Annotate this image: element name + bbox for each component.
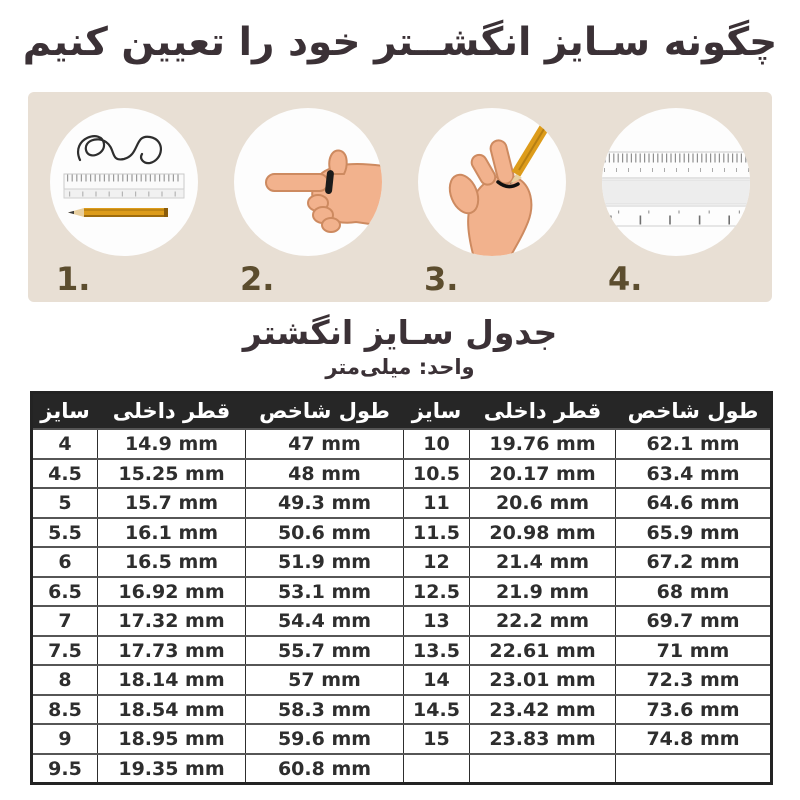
cell-size: 4.5 [32,459,98,489]
table-row [32,724,772,754]
table-row [32,606,772,636]
header-size-right: سایز [404,393,470,430]
cell-length: 54.4 mm [246,606,404,636]
step-1-circle [50,108,198,256]
cell-diameter: 21.4 mm [470,547,616,577]
cell-diameter: 20.17 mm [470,459,616,489]
cell-diameter: 18.14 mm [98,665,246,695]
cell-length: 71 mm [616,636,772,666]
steps-banner [28,92,772,302]
cell-diameter: 14.9 mm [98,429,246,459]
header-inner-diameter-left: قطر داخلی [98,393,246,430]
table-row [32,459,772,489]
step-4 [584,92,768,302]
cell-size: 14.5 [404,695,470,725]
cell-length: 49.3 mm [246,488,404,518]
table-row [32,488,772,518]
table-row [32,695,772,725]
cell-length: 55.7 mm [246,636,404,666]
cell-size: 12 [404,547,470,577]
cell-size: 4 [32,429,98,459]
cell-diameter: 19.35 mm [98,754,246,784]
ring-size-table [30,391,773,785]
step-2-number: 2. [240,260,275,298]
table-row [32,429,772,459]
cell-size: 13.5 [404,636,470,666]
cell-diameter: 19.76 mm [470,429,616,459]
cell-size: 7 [32,606,98,636]
cell-length: 58.3 mm [246,695,404,725]
cell-length: 51.9 mm [246,547,404,577]
cell-diameter: 20.6 mm [470,488,616,518]
ruler-closeup-icon [602,108,750,256]
step-4-circle [602,108,750,256]
table-row [32,518,772,548]
cell-diameter: 17.73 mm [98,636,246,666]
table-row [32,547,772,577]
cell-size: 9 [32,724,98,754]
step-3-number: 3. [424,260,459,298]
cell-diameter: 23.83 mm [470,724,616,754]
cell-length: 59.6 mm [246,724,404,754]
cell-size: 8.5 [32,695,98,725]
step-1-number: 1. [56,260,91,298]
step-1 [32,92,216,302]
cell-length: 57 mm [246,665,404,695]
cell-diameter: 22.61 mm [470,636,616,666]
table-row [32,754,772,784]
table-row [32,665,772,695]
cell-diameter: 17.32 mm [98,606,246,636]
cell-diameter: 20.98 mm [470,518,616,548]
cell-length: 62.1 mm [616,429,772,459]
cell-length: 67.2 mm [616,547,772,577]
string-ruler-pencil-icon [50,108,198,256]
cell-diameter: 22.2 mm [470,606,616,636]
cell-length: 74.8 mm [616,724,772,754]
cell-size: 7.5 [32,636,98,666]
table-header-row [32,393,772,430]
cell-size: 6.5 [32,577,98,607]
cell-length: 64.6 mm [616,488,772,518]
cell-length: 60.8 mm [246,754,404,784]
cell-length: 72.3 mm [616,665,772,695]
step-3 [400,92,584,302]
cell-size: 10.5 [404,459,470,489]
cell-diameter: 18.54 mm [98,695,246,725]
cell-diameter: 16.1 mm [98,518,246,548]
cell-length: 53.1 mm [246,577,404,607]
cell-size: 10 [404,429,470,459]
header-index-length-right: طول شاخص [616,393,772,430]
cell-diameter: 21.9 mm [470,577,616,607]
cell-size: 11 [404,488,470,518]
cell-length: 68 mm [616,577,772,607]
step-3-circle [418,108,566,256]
cell-length: 63.4 mm [616,459,772,489]
cell-size: 13 [404,606,470,636]
ring-size-table-wrap [30,391,770,785]
cell-size: 6 [32,547,98,577]
cell-length: 48 mm [246,459,404,489]
cell-length [616,754,772,784]
cell-diameter: 18.95 mm [98,724,246,754]
cell-length: 73.6 mm [616,695,772,725]
cell-size [404,754,470,784]
cell-length: 65.9 mm [616,518,772,548]
cell-diameter: 16.92 mm [98,577,246,607]
header-index-length-left: طول شاخص [246,393,404,430]
cell-diameter: 15.7 mm [98,488,246,518]
cell-diameter: 16.5 mm [98,547,246,577]
step-4-number: 4. [608,260,643,298]
cell-size: 8 [32,665,98,695]
cell-length: 47 mm [246,429,404,459]
cell-size: 12.5 [404,577,470,607]
cell-diameter: 23.01 mm [470,665,616,695]
cell-length: 50.6 mm [246,518,404,548]
cell-size: 15 [404,724,470,754]
cell-size: 5 [32,488,98,518]
cell-size: 9.5 [32,754,98,784]
cell-size: 11.5 [404,518,470,548]
hand-marking-string-with-pencil-icon [418,108,566,256]
cell-diameter: 15.25 mm [98,459,246,489]
cell-size: 14 [404,665,470,695]
pointing-hand-with-ring-icon [234,108,382,256]
cell-diameter [470,754,616,784]
unit-label: واحد: میلی‌متر [325,355,475,380]
header-size-left: سایز [32,393,98,430]
cell-length: 69.7 mm [616,606,772,636]
page-title: چگونه سـایز انگشــتر خود را تعیین کنیم [22,20,778,65]
step-2 [216,92,400,302]
cell-size: 5.5 [32,518,98,548]
step-2-circle [234,108,382,256]
header-inner-diameter-right: قطر داخلی [470,393,616,430]
table-row [32,577,772,607]
cell-diameter: 23.42 mm [470,695,616,725]
table-row [32,636,772,666]
table-title: جدول سـایز انگشتر [242,313,558,352]
